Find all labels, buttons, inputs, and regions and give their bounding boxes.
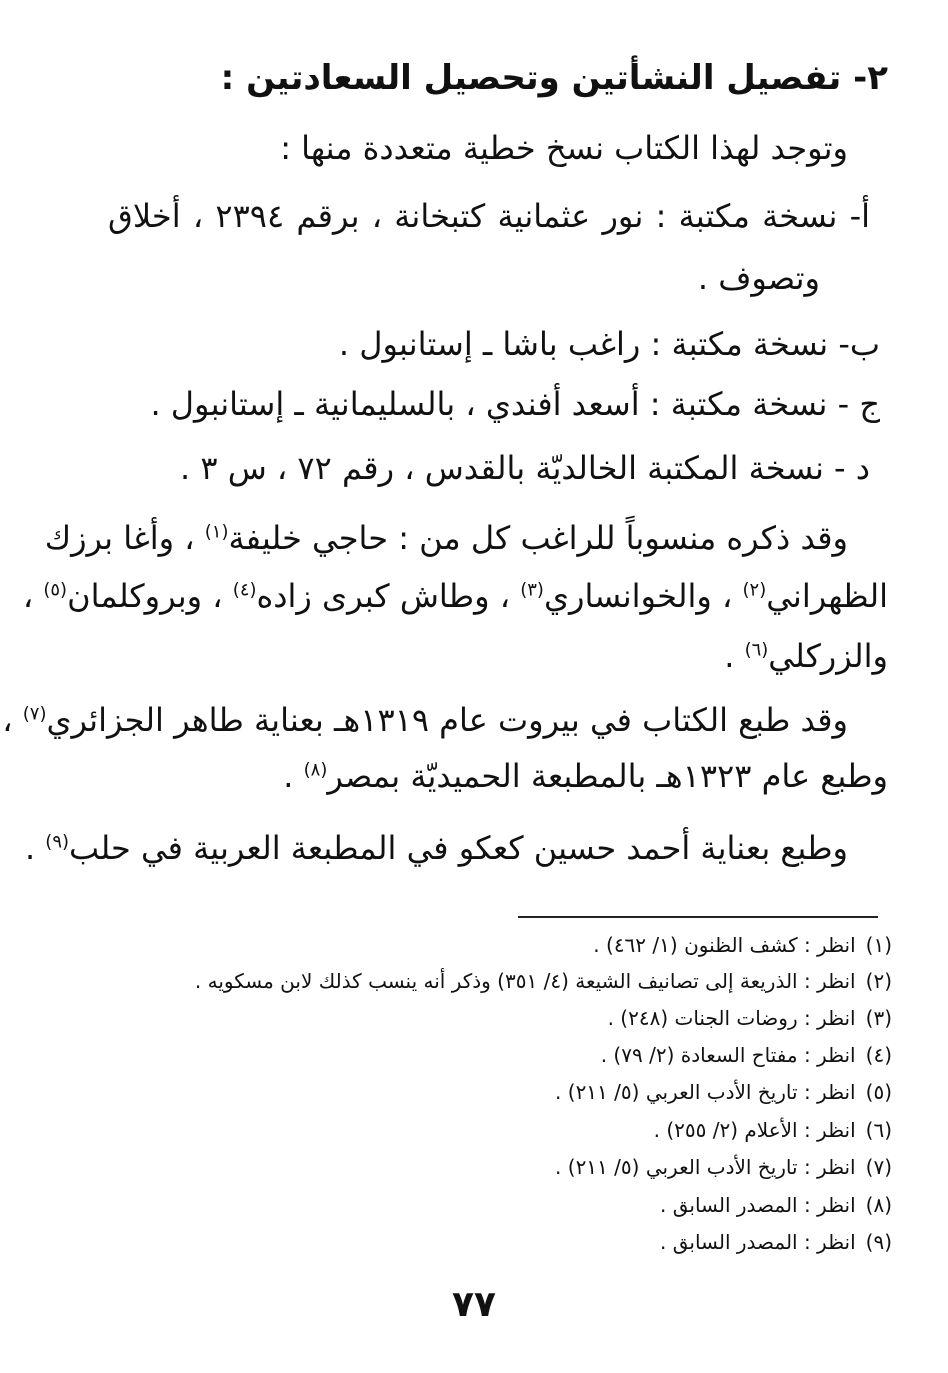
para1-text: الظهراني [766, 577, 888, 615]
footnote-separator [518, 916, 878, 918]
para1-text: ، [22, 577, 44, 615]
footnote-ref-4[interactable]: (٤) [232, 579, 257, 601]
intro-line: وتوجد لهذا الكتاب نسخ خطية متعددة منها : [280, 129, 848, 167]
footnote-text: انظر : الذريعة إلى تصانيف الشيعة (٤/ ٣٥١) وذكر أنه ينسب كذلك لابن مسكويه . [194, 969, 856, 993]
footnote-text: انظر : مفتاح السعادة (٢/ ٧٩) . [600, 1043, 856, 1067]
section-heading: ٢- تفصيل النشأتين وتحصيل السعادتين : [220, 58, 888, 98]
copy-d: د - نسخة المكتبة الخالديّة بالقدس ، رقم ٧٢ ، س ٣ . [179, 449, 870, 487]
footnote-number: (٤) [865, 1043, 892, 1067]
footnote-number: (٨) [865, 1193, 892, 1217]
para1-text: ، وأغا برزك [44, 519, 205, 557]
para2-text: . [283, 757, 304, 795]
para2-text: وطبع عام ١٣٢٣هـ بالمطبعة الحميديّة بمصر [327, 757, 888, 795]
para2-text: ، [2, 701, 23, 739]
para1-line1 [44, 518, 848, 558]
para3-text: وطبع بعناية أحمد حسين كعكو في المطبعة العربية في حلب [69, 829, 848, 867]
footnote-text: انظر : الأعلام (٢/ ٢٥٥) . [653, 1118, 856, 1142]
para3-line1 [24, 828, 848, 868]
footnote-number: (٧) [865, 1155, 892, 1179]
footnote-3 [40, 1005, 892, 1031]
page-number: ٧٧ [452, 1284, 496, 1325]
footnote-text: انظر : تاريخ الأدب العربي (٥/ ٢١١) . [555, 1080, 856, 1104]
para2-line1 [2, 700, 848, 740]
copy-c: ج - نسخة مكتبة : أسعد أفندي ، بالسليمانية ـ إستانبول . [150, 385, 880, 423]
footnote-4 [40, 1042, 892, 1068]
footnote-ref-8[interactable]: (٨) [303, 759, 328, 781]
footnote-number: (٣) [865, 1006, 892, 1030]
footnote-text: انظر : روضات الجنات (٢٤٨) . [607, 1006, 856, 1030]
para1-line3 [60, 636, 888, 676]
para3-text: . [24, 829, 46, 867]
footnote-ref-2[interactable]: (٢) [742, 579, 767, 601]
copy-a-line1: أ- نسخة مكتبة : نور عثمانية كتبخانة ، برقم ٢٣٩٤ ، أخلاق [108, 197, 871, 235]
footnote-9 [40, 1229, 892, 1255]
para1-text: ، والخوانساري [543, 577, 743, 615]
footnote-2 [40, 968, 892, 994]
footnote-5 [40, 1079, 892, 1105]
footnote-text: انظر : المصدر السابق . [659, 1193, 856, 1217]
footnote-ref-3[interactable]: (٣) [520, 579, 544, 601]
para1-text: وقد ذكره منسوباً للراغب كل من : حاجي خليفة [228, 519, 848, 557]
footnote-number: (٦) [865, 1118, 892, 1142]
footnote-6 [40, 1117, 892, 1143]
footnote-number: (٩) [865, 1230, 892, 1254]
footnote-ref-7[interactable]: (٧) [22, 703, 47, 725]
para1-text: ، وطاش كبرى زاده [256, 577, 521, 615]
footnote-ref-1[interactable]: (١) [204, 521, 229, 543]
copy-a-line2: وتصوف . [697, 259, 820, 297]
footnote-1 [40, 932, 892, 958]
footnote-number: (٢) [865, 969, 892, 993]
para1-text: . [724, 637, 745, 675]
footnote-text: انظر : كشف الظنون (١/ ٤٦٢) . [593, 933, 856, 957]
footnote-8 [40, 1192, 892, 1218]
footnote-7 [40, 1154, 892, 1180]
para1-line2 [22, 576, 888, 616]
footnote-text: انظر : المصدر السابق . [659, 1230, 856, 1254]
copy-b: ب- نسخة مكتبة : راغب باشا ـ إستانبول . [338, 325, 880, 363]
para1-text: والزركلي [768, 637, 888, 675]
footnote-ref-5[interactable]: (٥) [43, 579, 68, 601]
footnote-ref-9[interactable]: (٩) [45, 831, 70, 853]
para2-text: وقد طبع الكتاب في بيروت عام ١٣١٩هـ بعناية طاهر الجزائري [46, 701, 848, 739]
footnote-number: (٥) [865, 1080, 892, 1104]
footnote-number: (١) [865, 933, 892, 957]
para1-text: ، وبروكلمان [67, 577, 233, 615]
footnote-text: انظر : تاريخ الأدب العربي (٥/ ٢١١) . [555, 1155, 856, 1179]
para2-line2 [60, 756, 888, 796]
footnote-ref-6[interactable]: (٦) [744, 639, 769, 661]
